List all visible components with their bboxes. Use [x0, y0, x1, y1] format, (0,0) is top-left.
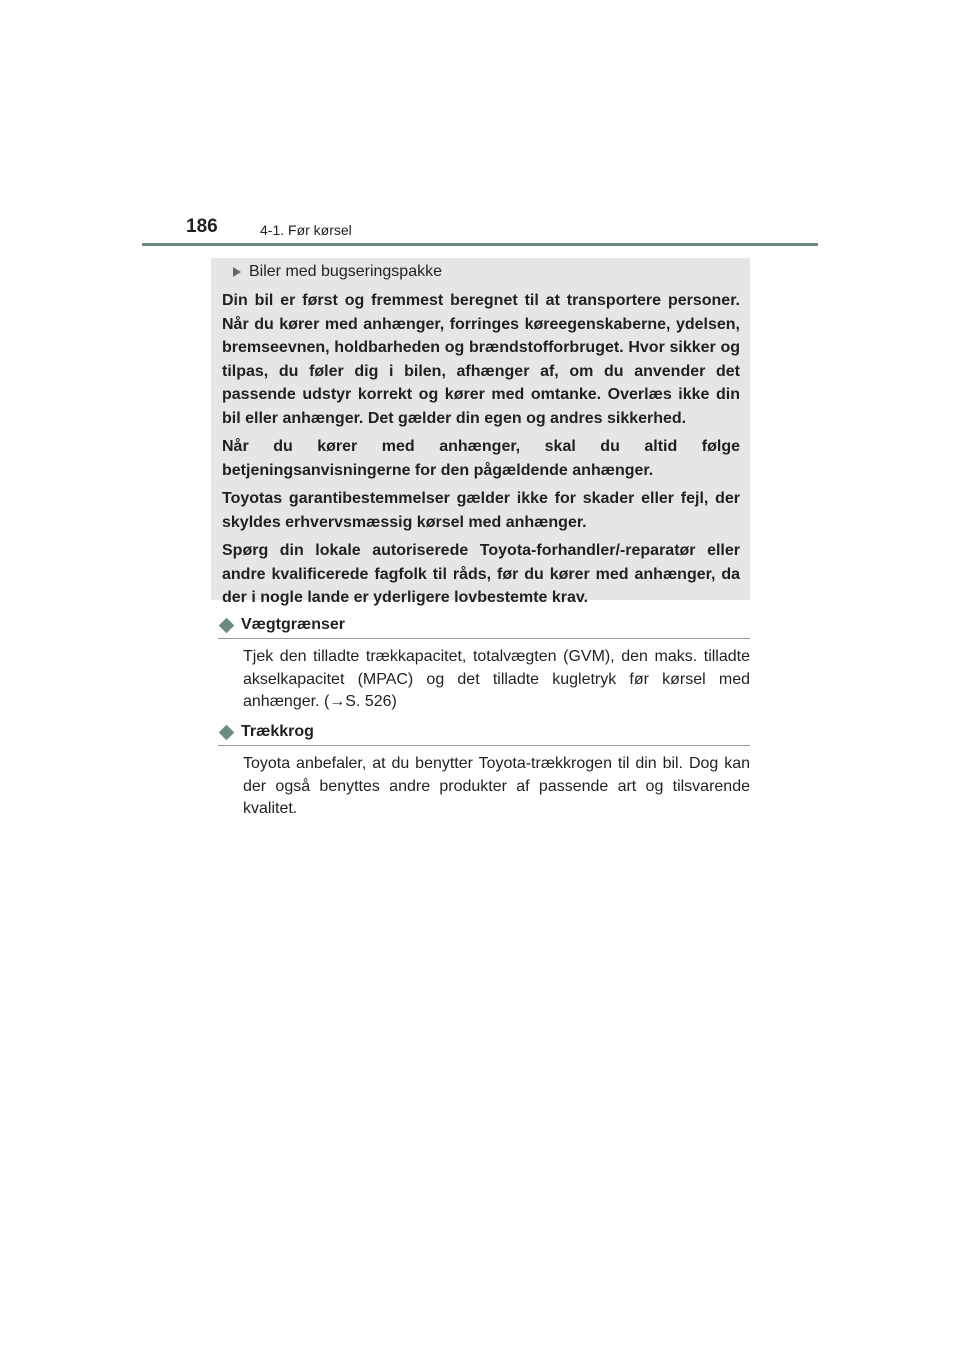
page-header — [186, 214, 786, 244]
section-body: Tjek den tilladte trækkapacitet, totalvægten (GVM), den maks. tilladte akselkapacitet (MPAC) og det tilladte kugletryk før kørsel med anhænger. (→S. 526) — [243, 648, 750, 710]
section-heading — [218, 613, 750, 637]
section-divider — [218, 638, 750, 639]
box-paragraph-3: Toyotas garantibestemmelser gælder ikke for skader eller fejl, der skyldes erhvervsmæssig kørsel med anhænger. — [222, 490, 740, 531]
section-divider — [218, 745, 750, 746]
section-title: Vægtgrænser — [241, 616, 346, 633]
chapter-label: 4-1. Før kørsel — [260, 222, 352, 238]
section-body: Toyota anbefaler, at du benytter Toyota-trækkrogen til din bil. Dog kan der også benyttes andre produkter af passende art og tilsvarende kvalitet. — [243, 755, 750, 817]
box-paragraph-4: Spørg din lokale autoriserede Toyota-forhandler/-reparatør eller andre kvalificerede fagfolk til råds, før du kører med anhænger, da der i nogle lande er yderligere lovbestemte krav. — [222, 542, 740, 606]
page-number: 186 — [186, 216, 218, 237]
box-heading-text: Biler med bugseringspakke — [249, 263, 442, 280]
section-heading — [218, 720, 750, 744]
towing-package-box — [211, 258, 750, 606]
diamond-bullet-icon — [219, 724, 235, 740]
section-title: Trækkrog — [241, 723, 314, 740]
box-paragraph-2: Når du kører med anhænger, skal du altid følge betjeningsanvisningerne for den pågældende anhænger. — [222, 438, 740, 479]
diamond-bullet-icon — [219, 617, 235, 633]
box-heading — [222, 260, 740, 284]
box-paragraph-1: Din bil er først og fremmest beregnet til at transportere personer. Når du kører med anhænger, forringes køreegenskaberne, ydelsen, bremseevnen, holdbarheden og brændstofforbruget. Hvor sikker og tilpas, du føler dig i bilen, afhænger af, om du anvender det passende udstyr korrekt og kører med omtanke. Overlæs ikke din bil eller anhænger. Det gælder din egen og andres sikkerhed. — [222, 292, 740, 427]
section-weight-limits — [218, 613, 750, 714]
header-divider — [142, 243, 818, 246]
triangle-bullet-icon — [233, 267, 241, 277]
section-tow-hitch — [218, 720, 750, 821]
